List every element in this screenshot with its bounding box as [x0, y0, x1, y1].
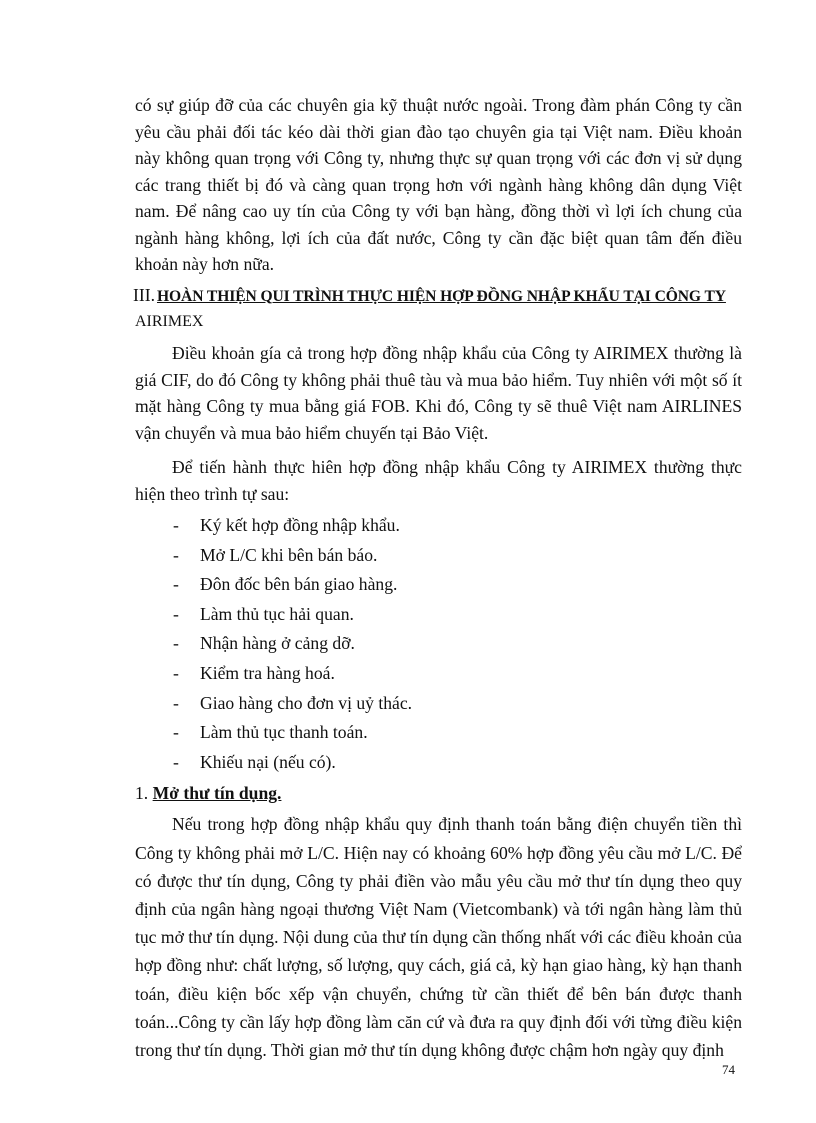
section-title-line2-wrap — [135, 310, 742, 334]
list-marker: - — [173, 544, 179, 565]
list-item-text: Đôn đốc bên bán giao hàng. — [200, 574, 398, 595]
list-item — [173, 600, 742, 630]
section-heading — [135, 282, 742, 311]
paragraph-price-terms: Điều khoản gía cả trong hợp đồng nhập khẩu của Công ty AIRIMEX thường là giá CIF, do đó Công ty không phải thuê tàu và mua bảo hiểm. Tuy nhiên với một số ít mặt hàng Công ty mua bằng giá FOB. Khi đó, Công ty sẽ thuê Việt nam AIRLINES vận chuyển và mua bảo hiểm chuyến tại Bảo Việt. — [135, 343, 742, 443]
subsection-number: 1. — [135, 783, 149, 804]
section-title-line1: HOÀN THIỆN QUI TRÌNH THỰC HIỆN HỢP ĐỒNG NHẬP KHẨU TẠI CÔNG TY — [157, 287, 726, 305]
list-item — [173, 659, 742, 689]
list-item-text: Mở L/C khi bên bán báo. — [200, 544, 378, 565]
subsection-title: Mở thư tín dụng. — [152, 783, 282, 804]
list-item — [173, 629, 742, 659]
section-number: III. — [133, 284, 155, 305]
paragraph-procedure-intro: Để tiến hành thực hiên hợp đồng nhập khẩu Công ty AIRIMEX thường thực hiện theo trình tự sau: — [135, 457, 742, 504]
paragraph-intro-continuation: có sự giúp đỡ của các chuyên gia kỹ thuật nước ngoài. Trong đàm phán Công ty cần yêu cầu phải đối tác kéo dài thời gian đào tạo chuyên gia tại Việt nam. Điều khoản này không quan trọng với Công ty, nhưng thực sự quan trọng với các đơn vị sử dụng các trang thiết bị đó và càng quan trọng hơn với ngành hàng không dân dụng Việt nam. Để nâng cao uy tín của Công ty với bạn hàng, đồng thời vì lợi ích chung của ngành hàng không, lợi ích của đất nước, Công ty cần đặc biệt quan tâm đến điều khoản này hơn nữa. — [135, 95, 742, 274]
document-page — [135, 92, 742, 1064]
section-title-wrap — [157, 282, 726, 311]
list-marker: - — [173, 751, 179, 772]
list-marker: - — [173, 722, 179, 743]
list-item — [173, 718, 742, 748]
list-item-text: Làm thủ tục hải quan. — [200, 603, 354, 624]
section-title-line2: AIRIMEX — [135, 313, 204, 330]
paragraph-letter-of-credit: Nếu trong hợp đồng nhập khẩu quy định thanh toán bằng điện chuyển tiền thì Công ty không phải mở L/C. Hiện nay có khoảng 60% hợp đồng yêu cầu mở L/C. Để có được thư tín dụng, Công ty phải điền vào mẫu yêu cầu mở thư tín dụng theo quy định của ngân hàng ngoại thương Việt Nam (Vietcombank) và tới ngân hàng làm thủ tục mở thư tín dụng. Nội dung của thư tín dụng cần thống nhất với các điều khoản của hợp đồng như: chất lượng, số lượng, quy cách, giá cả, kỳ hạn giao hàng, kỳ hạn thanh toán, điều kiện bốc xếp vận chuyển, chứng từ cần thiết để bên bán được thanh toán...Công ty cần lấy hợp đồng làm căn cứ và đưa ra quy định đối với từng điều kiện trong thư tín dụng. Thời gian mở thư tín dụng không được chậm hơn ngày quy định — [135, 814, 742, 1060]
list-item — [173, 511, 742, 541]
subsection-heading — [135, 779, 742, 807]
list-item-text: Khiếu nại (nếu có). — [200, 751, 336, 772]
list-marker: - — [173, 633, 179, 654]
list-item-text: Ký kết hợp đồng nhập khẩu. — [200, 515, 400, 535]
list-item — [173, 689, 742, 719]
list-marker: - — [173, 574, 179, 595]
procedure-steps-list — [173, 511, 742, 777]
list-item — [173, 570, 742, 600]
list-item-text: Làm thủ tục thanh toán. — [200, 722, 368, 743]
list-item-text: Kiểm tra hàng hoá. — [200, 662, 335, 683]
list-marker: - — [173, 603, 179, 624]
list-item-text: Nhận hàng ở cảng dỡ. — [200, 633, 355, 654]
list-item — [173, 541, 742, 571]
list-item-text: Giao hàng cho đơn vị uỷ thác. — [200, 692, 413, 713]
list-marker: - — [173, 692, 179, 713]
page-number: 74 — [722, 1062, 735, 1077]
list-marker: - — [173, 515, 179, 535]
list-item — [173, 748, 742, 778]
list-marker: - — [173, 662, 179, 683]
